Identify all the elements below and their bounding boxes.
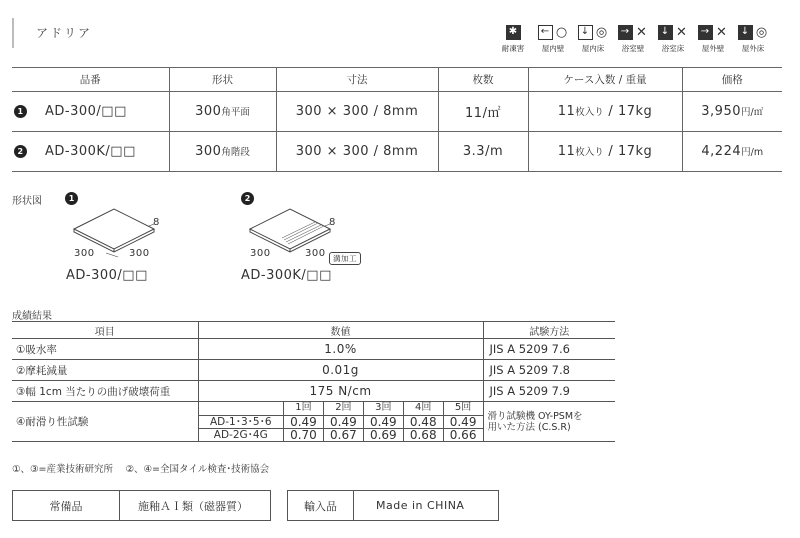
col-header-item: 項目 [12, 322, 198, 339]
product-table-header [12, 68, 782, 92]
dimension-width: 300 [74, 248, 95, 259]
suitability-mark-icon: ◎ [595, 24, 608, 40]
results-table [12, 321, 615, 442]
product-code: AD-300/□□ [45, 104, 127, 119]
size-cell: 300 × 300 / 8mm [276, 132, 438, 172]
slip-value: 0.69 [363, 428, 403, 441]
shape-type: 角平面 [221, 107, 250, 118]
col-header-shape: 形状 [169, 68, 276, 92]
slip-method-line: 滑り試験機 OY-PSMを [487, 410, 583, 422]
table-row [12, 132, 782, 172]
slip-test-values [198, 402, 483, 442]
usage-icons [496, 23, 770, 54]
table-row [12, 339, 615, 360]
figure-number-badge: 2 [241, 192, 254, 205]
case-weight: / 17kg [603, 144, 653, 159]
result-method: JIS A 5209 7.8 [483, 360, 615, 381]
indoor-wall-icon: ← [538, 25, 553, 40]
shape-figure-heading: 形状図 [12, 196, 42, 207]
size-cell: 300 × 300 / 8mm [276, 92, 438, 132]
bathroom-wall-icon: → [618, 25, 633, 40]
price-value: 3,950 [701, 104, 741, 119]
shape-cell [169, 132, 276, 172]
case-cell [528, 132, 682, 172]
figure-product-code: AD-300K/□□ [241, 268, 332, 283]
slip-method-line: 用いた方法 (C.S.R) [487, 421, 571, 433]
col-header-code: 品番 [12, 68, 169, 92]
result-method: JIS A 5209 7.6 [483, 339, 615, 360]
case-quantity: 11 [557, 104, 576, 119]
frost-resistant-indicator [496, 23, 530, 54]
case-quantity: 11 [557, 144, 576, 159]
col-header-size: 寸法 [276, 68, 438, 92]
icon-label: 屋外床 [741, 44, 765, 53]
stock-info-box [12, 490, 271, 521]
slip-trial-header: 5回 [443, 402, 482, 415]
slip-trial-header: 4回 [403, 402, 443, 415]
case-weight: / 17kg [603, 104, 653, 119]
table-row [12, 402, 615, 442]
figure-product-code: AD-300/□□ [66, 268, 148, 283]
stock-label: 常備品 [13, 491, 120, 520]
result-item: ③幅 1cm 当たりの曲げ破壊荷重 [12, 381, 198, 402]
table-row [12, 360, 615, 381]
outdoor-wall-icon: → [698, 25, 713, 40]
bathroom-floor-icon: ↓ [658, 25, 673, 40]
bathroom-wall-indicator [616, 23, 650, 54]
price-unit: 円/m [741, 147, 764, 158]
icon-label: 耐凍害 [501, 44, 525, 53]
slip-value: 0.48 [403, 415, 443, 428]
suitability-mark-icon: ✕ [636, 24, 647, 40]
slip-value: 0.70 [284, 428, 324, 441]
slip-value: 0.66 [443, 428, 482, 441]
page-title: アドリア [36, 26, 93, 40]
title-accent-bar [12, 18, 14, 48]
slip-trial-header: 2回 [323, 402, 363, 415]
icon-label: 浴室床 [661, 44, 685, 53]
product-code-cell [12, 92, 169, 132]
slip-value: 0.67 [323, 428, 363, 441]
outdoor-floor-indicator [736, 23, 770, 54]
icon-label: 屋外壁 [701, 44, 725, 53]
result-method: JIS A 5209 7.9 [483, 381, 615, 402]
product-code-cell [12, 132, 169, 172]
slip-value: 0.49 [284, 415, 324, 428]
shape-type: 角階段 [221, 147, 250, 158]
slip-subtable [199, 402, 483, 441]
groove-note-tag: 溝加工 [329, 252, 361, 265]
price-value: 4,224 [701, 144, 742, 159]
dimension-thickness: 8 [329, 217, 336, 228]
slip-row [199, 415, 483, 428]
frost-resistant-icon: ✱ [506, 25, 521, 40]
suitability-mark-icon: ✕ [676, 24, 687, 40]
shape-cell [169, 92, 276, 132]
col-header-value: 数値 [198, 322, 483, 339]
row-number-badge: 2 [14, 145, 27, 158]
results-table-header [12, 322, 615, 339]
col-header-case: ケース入数 / 重量 [528, 68, 682, 92]
slip-row-label: AD-2G･4G [199, 428, 284, 441]
price-cell [682, 92, 782, 132]
row-number-badge: 1 [14, 105, 27, 118]
count-cell: 3.3/m [438, 132, 528, 172]
bathroom-floor-indicator [656, 23, 690, 54]
count-cell: 11/㎡ [438, 92, 528, 132]
slip-row [199, 428, 483, 441]
result-method [483, 402, 615, 442]
slip-value: 0.68 [403, 428, 443, 441]
table-row [12, 381, 615, 402]
table-row [12, 92, 782, 132]
product-code: AD-300K/□□ [45, 144, 136, 159]
result-item: ②摩耗減量 [12, 360, 198, 381]
slip-trial-header: 3回 [363, 402, 403, 415]
case-cell [528, 92, 682, 132]
outdoor-wall-indicator [696, 23, 730, 54]
result-item: ①吸水率 [12, 339, 198, 360]
product-table [12, 67, 782, 172]
icon-label: 屋内床 [581, 44, 605, 53]
result-item: ④耐滑り性試験 [12, 402, 198, 442]
case-unit: 枚入り [575, 147, 604, 158]
case-unit: 枚入り [575, 107, 604, 118]
slip-header-row [199, 402, 483, 415]
indoor-floor-indicator [576, 23, 610, 54]
glaze-type: 施釉ＡＩ類（磁器質） [138, 499, 248, 513]
slip-value: 0.49 [323, 415, 363, 428]
slip-row-label: AD-1･3･5･6 [199, 415, 284, 428]
indoor-wall-indicator [536, 23, 570, 54]
dimension-depth: 300 [305, 248, 326, 259]
suitability-mark-icon: ◎ [755, 24, 768, 40]
col-header-count: 枚数 [438, 68, 528, 92]
test-institution-note: ①、③=産業技術研究所 ②、④=全国タイル検査･技術協会 [12, 464, 270, 475]
shape-size: 300 [195, 144, 222, 159]
results-heading: 成績結果 [12, 311, 52, 322]
slip-value: 0.49 [363, 415, 403, 428]
origin-text: Made in CHINA [376, 499, 465, 512]
dimension-width: 300 [250, 248, 271, 259]
outdoor-floor-icon: ↓ [738, 25, 753, 40]
result-value: 1.0% [198, 339, 483, 360]
result-value: 0.01g [198, 360, 483, 381]
icon-label: 屋内壁 [541, 44, 565, 53]
col-header-method: 試験方法 [483, 322, 615, 339]
slip-trial-header: 1回 [284, 402, 324, 415]
shape-size: 300 [195, 104, 222, 119]
dimension-thickness: 8 [153, 217, 160, 228]
col-header-price: 価格 [682, 68, 782, 92]
suitability-mark-icon: ✕ [716, 24, 727, 40]
figure-number-badge: 1 [65, 192, 78, 205]
icon-label: 浴室壁 [621, 44, 645, 53]
dimension-depth: 300 [129, 248, 150, 259]
price-unit: 円/㎡ [741, 107, 764, 118]
result-value: 175 N/cm [198, 381, 483, 402]
origin-info-box [287, 490, 499, 521]
indoor-floor-icon: ↓ [578, 25, 593, 40]
slip-header-blank [199, 402, 284, 415]
slip-value: 0.49 [443, 415, 482, 428]
suitability-mark-icon: ○ [555, 24, 568, 40]
import-label: 輸入品 [288, 491, 354, 520]
price-cell [682, 132, 782, 172]
